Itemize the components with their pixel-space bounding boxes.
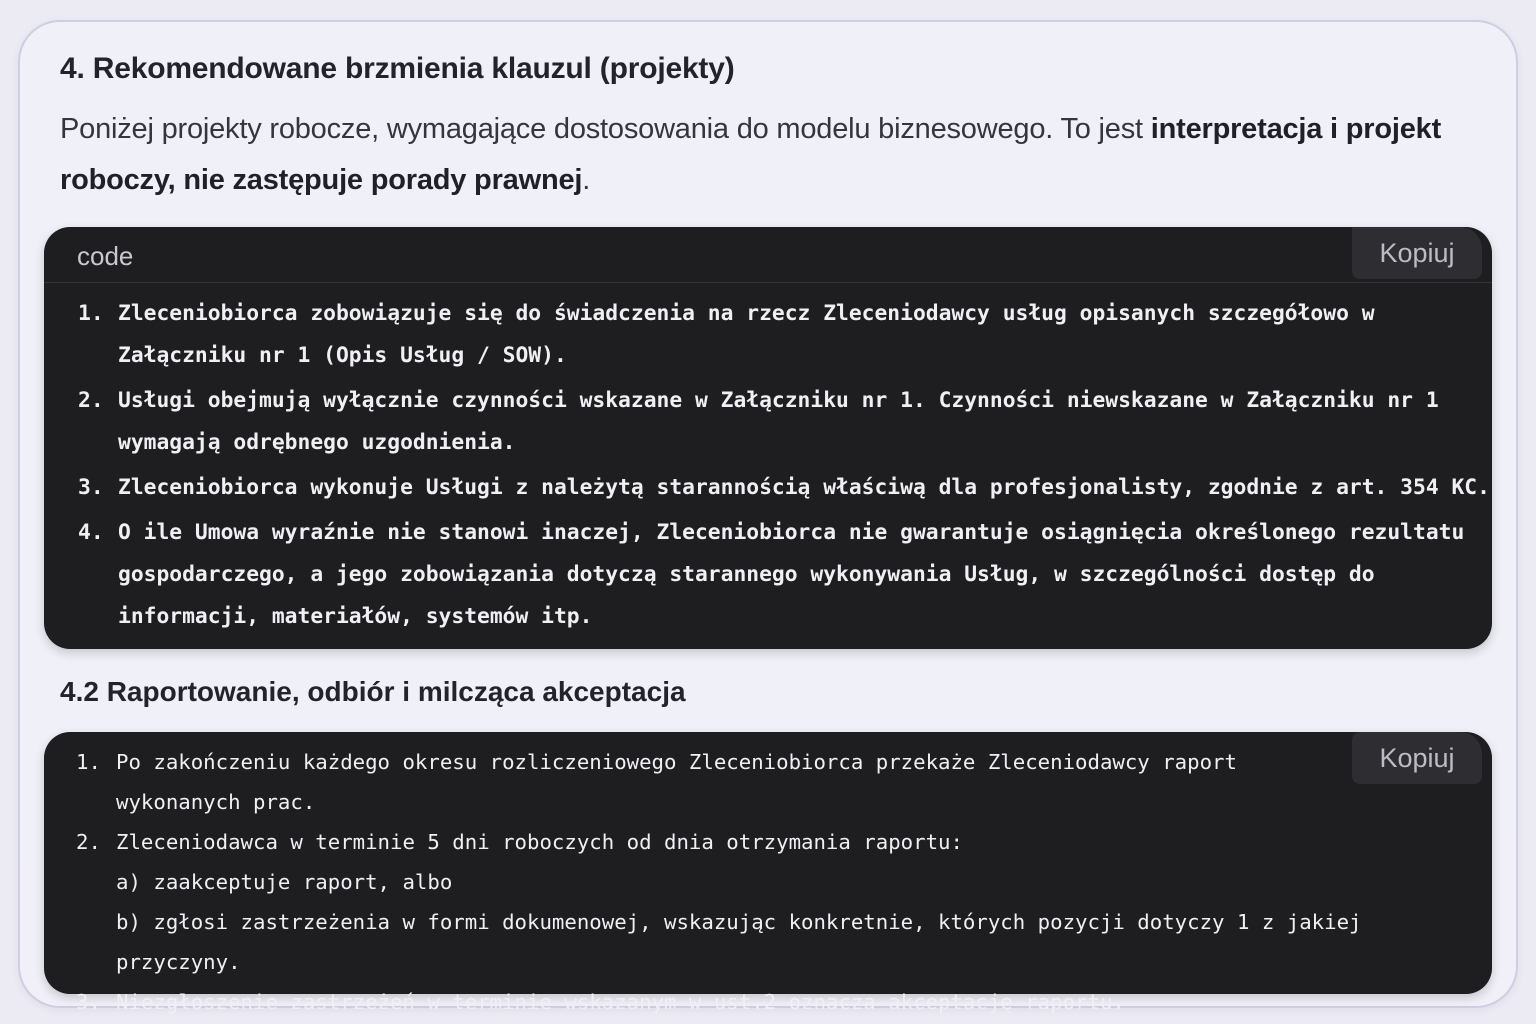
subsection-heading: 4.2 Raportowanie, odbiór i milcząca akceptacja	[60, 676, 686, 707]
item-number: 4.	[78, 520, 104, 545]
code-list	[76, 742, 1366, 1022]
section-heading: 4. Rekomendowane brzmienia klauzul (projekty)	[60, 52, 735, 85]
code-block	[44, 732, 1492, 1014]
code-list-item	[78, 512, 1498, 638]
copy-button[interactable]: Kopiuj	[1352, 732, 1482, 784]
code-list-item	[76, 982, 1366, 1022]
sub-list-item: a) zaakceptuje raport, albo	[116, 870, 453, 894]
code-list	[78, 293, 1498, 641]
item-number: 3.	[76, 990, 101, 1014]
code-language-label: code	[77, 241, 134, 271]
sub-list-item: b) zgłosi zastrzeżenia w formi dokumenowej, wskazując konkretnie, których pozycji dotyczy 1 z jakiej przyczyny.	[116, 910, 1362, 974]
code-list-item	[78, 467, 1498, 509]
code-block	[44, 227, 1492, 649]
intro-paragraph	[60, 104, 1500, 206]
item-text: Zleceniodawca w terminie 5 dni roboczych od dnia otrzymania raportu:	[116, 830, 963, 854]
item-text: O ile Umowa wyraźnie nie stanowi inaczej, Zleceniobiorca nie gwarantuje osiągnięcia określonego rezultatu gospodarczego, a jego zobowiązania dotyczą starannego wykonywania Usług, w szczególności dostęp do informacji, materiałów, systemów itp.	[118, 520, 1465, 629]
item-number: 2.	[78, 388, 104, 413]
code-list-item	[78, 293, 1498, 377]
copy-button[interactable]: Kopiuj	[1352, 227, 1482, 279]
item-text: Po zakończeniu każdego okresu rozliczeniowego Zleceniobiorca przekaże Zleceniodawcy raport wykonanych prac.	[116, 750, 1237, 814]
item-number: 1.	[76, 750, 101, 774]
intro-end: .	[582, 164, 591, 196]
code-list-item	[78, 380, 1498, 464]
item-text: Zleceniobiorca wykonuje Usługi z należytą starannością właściwą dla profesjonalisty, zgodnie z art. 354 KC.	[118, 475, 1490, 500]
code-list-item	[76, 742, 1366, 822]
item-number: 3.	[78, 475, 104, 500]
item-text: Usługi obejmują wyłącznie czynności wskazane w Załączniku nr 1. Czynności niewskazane w Załączniku nr 1 wymagają odrębnego uzgodnienia.	[118, 388, 1439, 455]
item-text: Zleceniobiorca zobowiązuje się do świadczenia na rzecz Zleceniodawcy usług opisanych szczegółowo w Załączniku nr 1 (Opis Usług / SOW).	[118, 301, 1375, 368]
sub-list	[116, 862, 1366, 982]
item-number: 1.	[78, 301, 104, 326]
code-list-item	[76, 822, 1366, 982]
item-number: 2.	[76, 830, 101, 854]
item-text: Niezgłoszenie zastrzeżeń w terminie wskazanym w ust.2 oznacza akceptację raportu.	[116, 990, 1125, 1014]
code-block-header	[44, 227, 1492, 283]
intro-bold-text: interpretacja i projekt roboczy, nie zastępuje porady prawnej	[60, 113, 1442, 196]
intro-text: Poniżej projekty robocze, wymagające dostosowania do modelu biznesowego. To jest	[60, 113, 1151, 145]
chat-message-card	[18, 20, 1518, 1014]
